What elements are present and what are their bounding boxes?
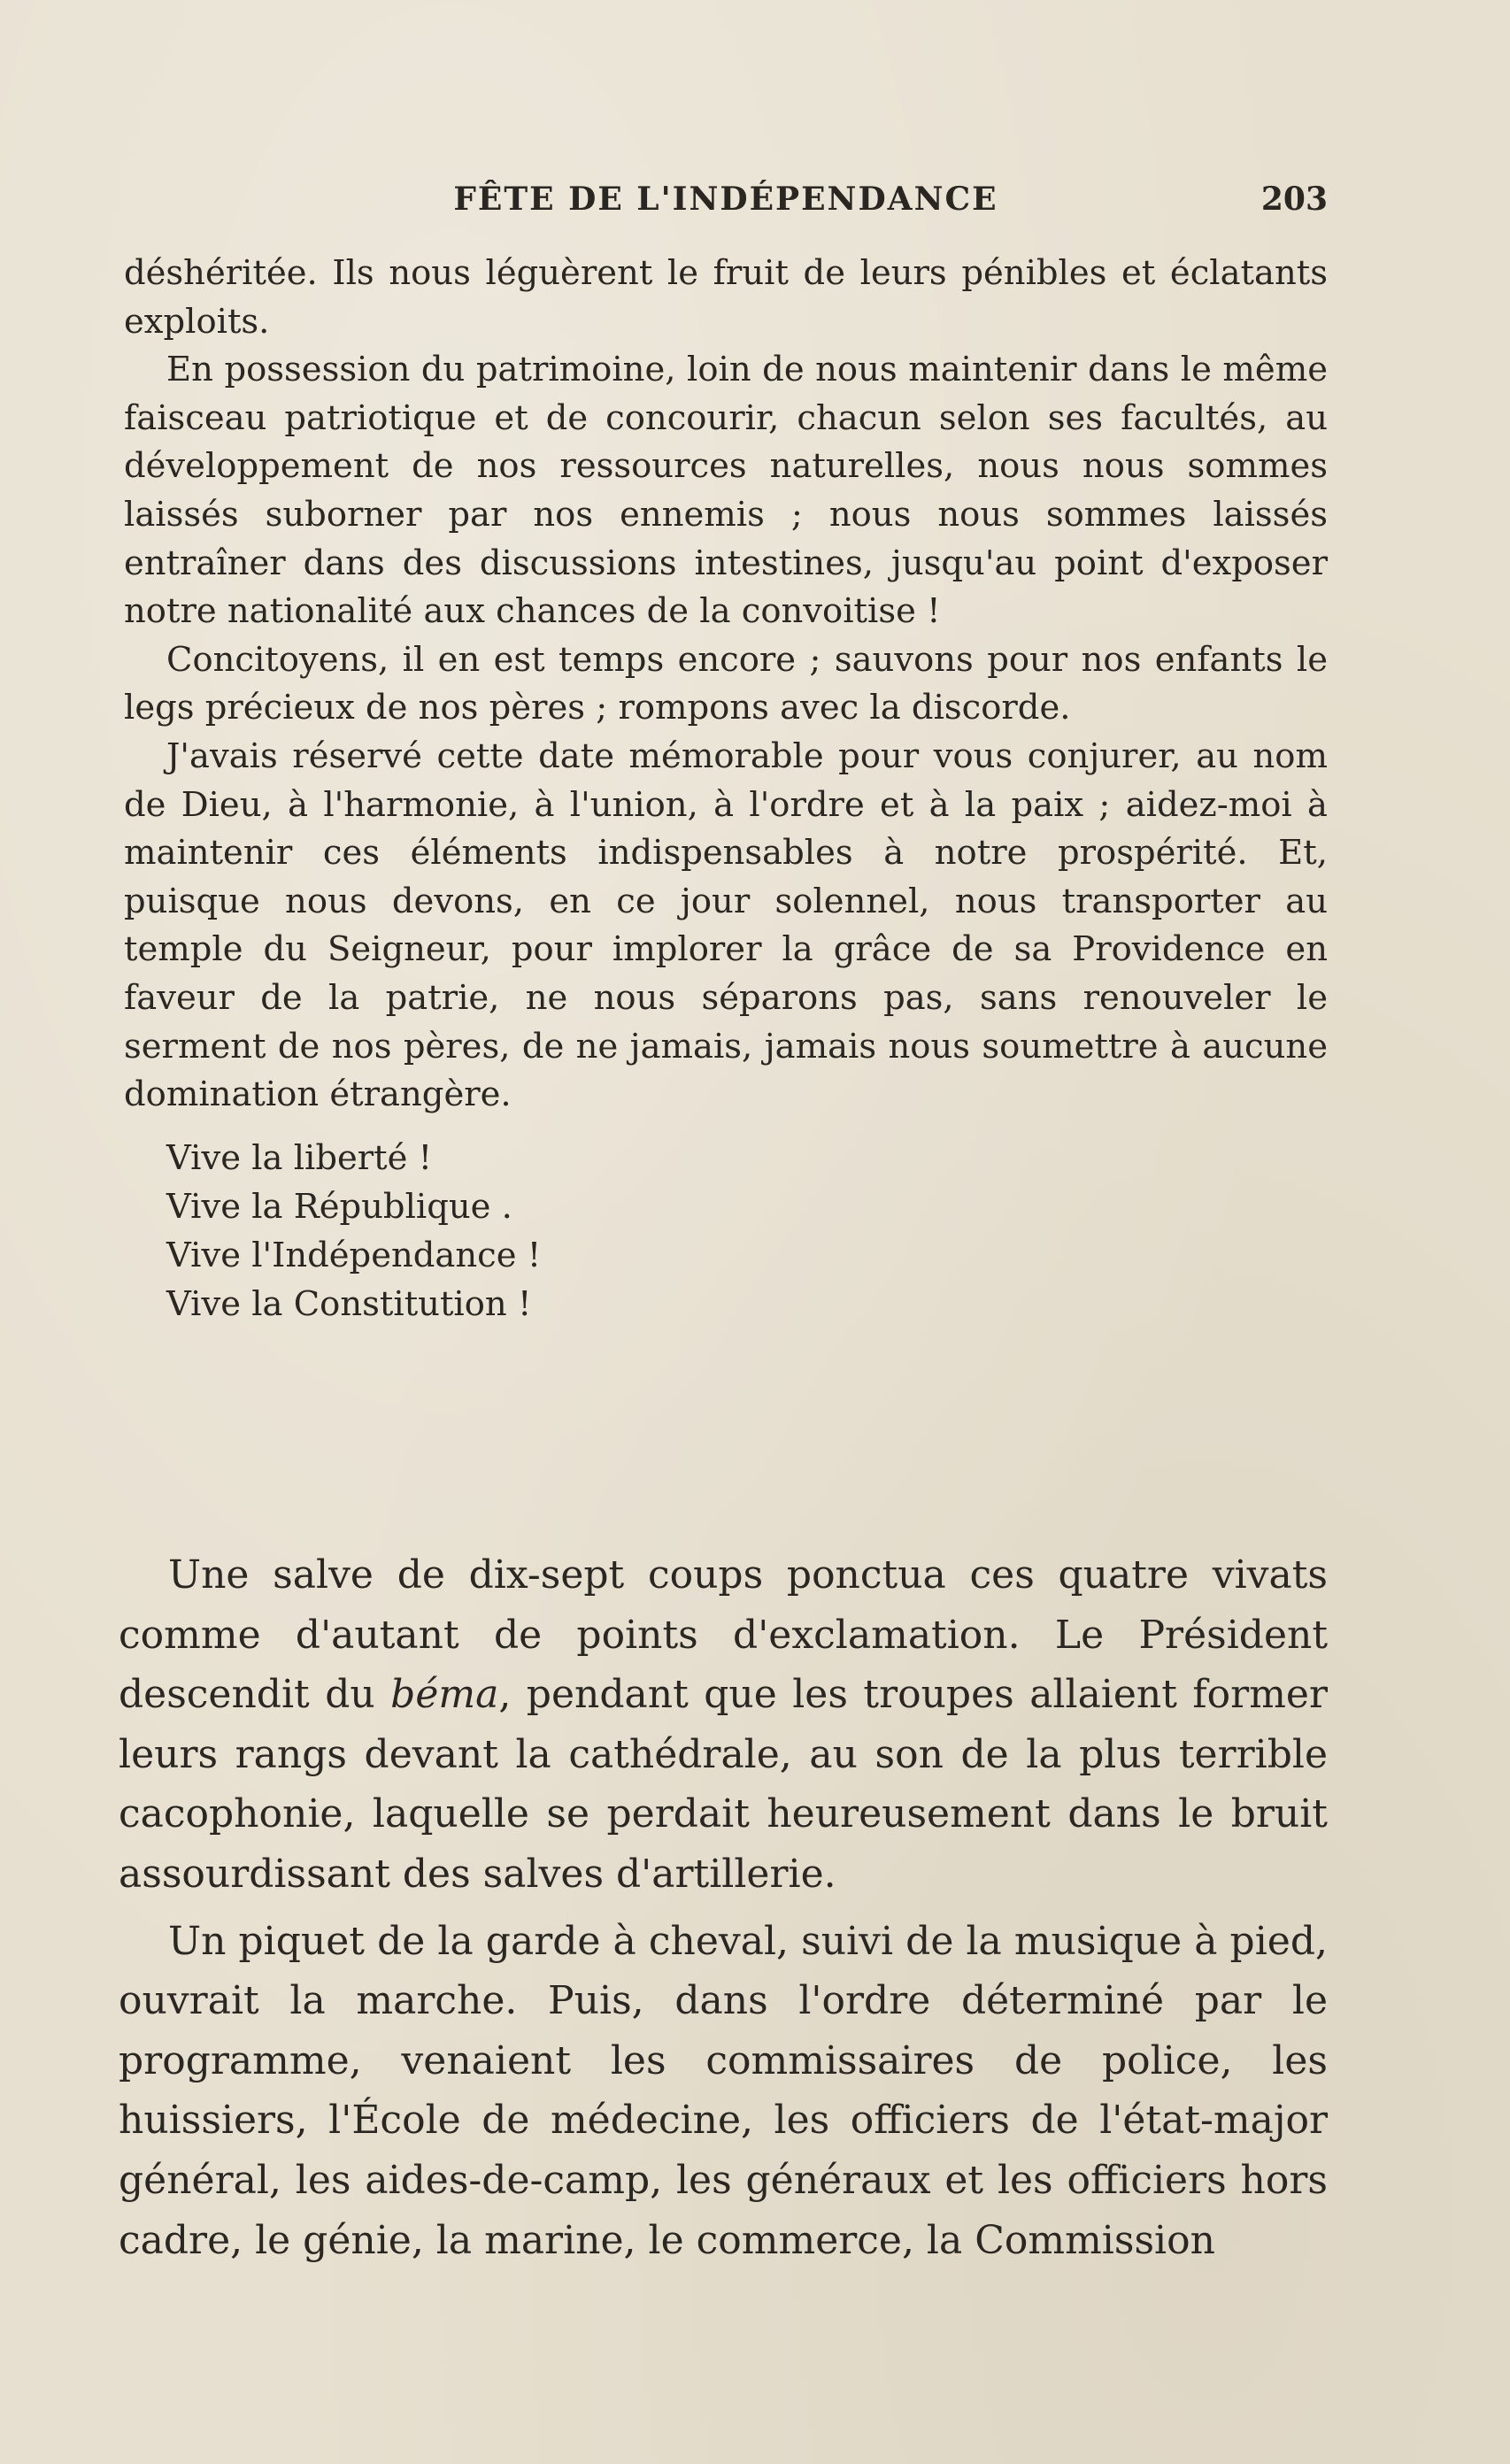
speech-text xyxy=(124,250,1328,1328)
narrative-text-run: , pendant que les troupes allaient former leurs rangs devant la cathédrale, au son de la plus terrible cacophonie, laquelle se perdait heureusement dans le bruit assourdissant des salves d'artillerie. xyxy=(119,1672,1328,1897)
narrative-text-run: Une salve de dix-sept coups ponctua ces quatre vivats comme d'autant de points d'exclamation. Le Président descendit du xyxy=(119,1552,1328,1718)
vivats-list xyxy=(124,1134,1328,1328)
speech-paragraph: J'avais réservé cette date mémorable pour vous conjurer, au nom de Dieu, à l'harmonie, à l'union, à l'ordre et à la paix ; aidez-moi à maintenir ces éléments indispensables à notre prospérité. Et, puisque nous devons, en ce jour solennel, nous transporter au temple du Seigneur, pour implorer la grâce de sa Providence en faveur de la patrie, ne nous séparons pas, sans renouveler le serment de nos pères, de ne jamais, jamais nous soumettre à aucune domination étrangère. xyxy=(124,735,1328,1115)
vivat-line: Vive la Constitution ! xyxy=(166,1283,532,1324)
running-title: FÊTE DE L'INDÉPENDANCE xyxy=(453,181,998,218)
speech-paragraph: déshéritée. Ils nous léguèrent le fruit de leurs pénibles et éclatants exploits. xyxy=(124,253,1328,342)
vivat-line: Vive l'Indépendance ! xyxy=(166,1235,542,1275)
page-number: 203 xyxy=(1260,181,1328,218)
narrative-paragraph xyxy=(119,1545,1328,1905)
narrative-paragraph: Un piquet de la garde à cheval, suivi de la musique à pied, ouvrait la marche. Puis, dans l'ordre déterminé par le programme, venaient les commissaires de police, les huissiers, l'École de médecine, les officiers de l'état-major général, les aides-de-camp, les généraux et les officiers hors cadre, le génie, la marine, le commerce, la Commission xyxy=(119,1918,1328,2263)
vivat-line: Vive la liberté ! xyxy=(166,1137,433,1178)
speech-paragraph: En possession du patrimoine, loin de nous maintenir dans le même faisceau patriotique et de concourir, chacun selon ses facultés, au développement de nos ressources naturelles, nous nous sommes laissés suborner par nos ennemis ; nous nous sommes laissés entraîner dans des discussions intestines, jusqu'au point d'exposer notre nationalité aux chances de la convoitise ! xyxy=(124,350,1328,632)
paragraph-gap xyxy=(119,1905,1328,1912)
italic-word: béma xyxy=(390,1672,499,1718)
narrative-text xyxy=(119,1545,1328,2270)
speech-paragraph: Concitoyens, il en est temps encore ; sauvons pour nos enfants le legs précieux de nos pères ; rompons avec la discorde. xyxy=(124,639,1328,728)
page-header xyxy=(124,173,1328,227)
vivat-line: Vive la République . xyxy=(166,1186,512,1227)
